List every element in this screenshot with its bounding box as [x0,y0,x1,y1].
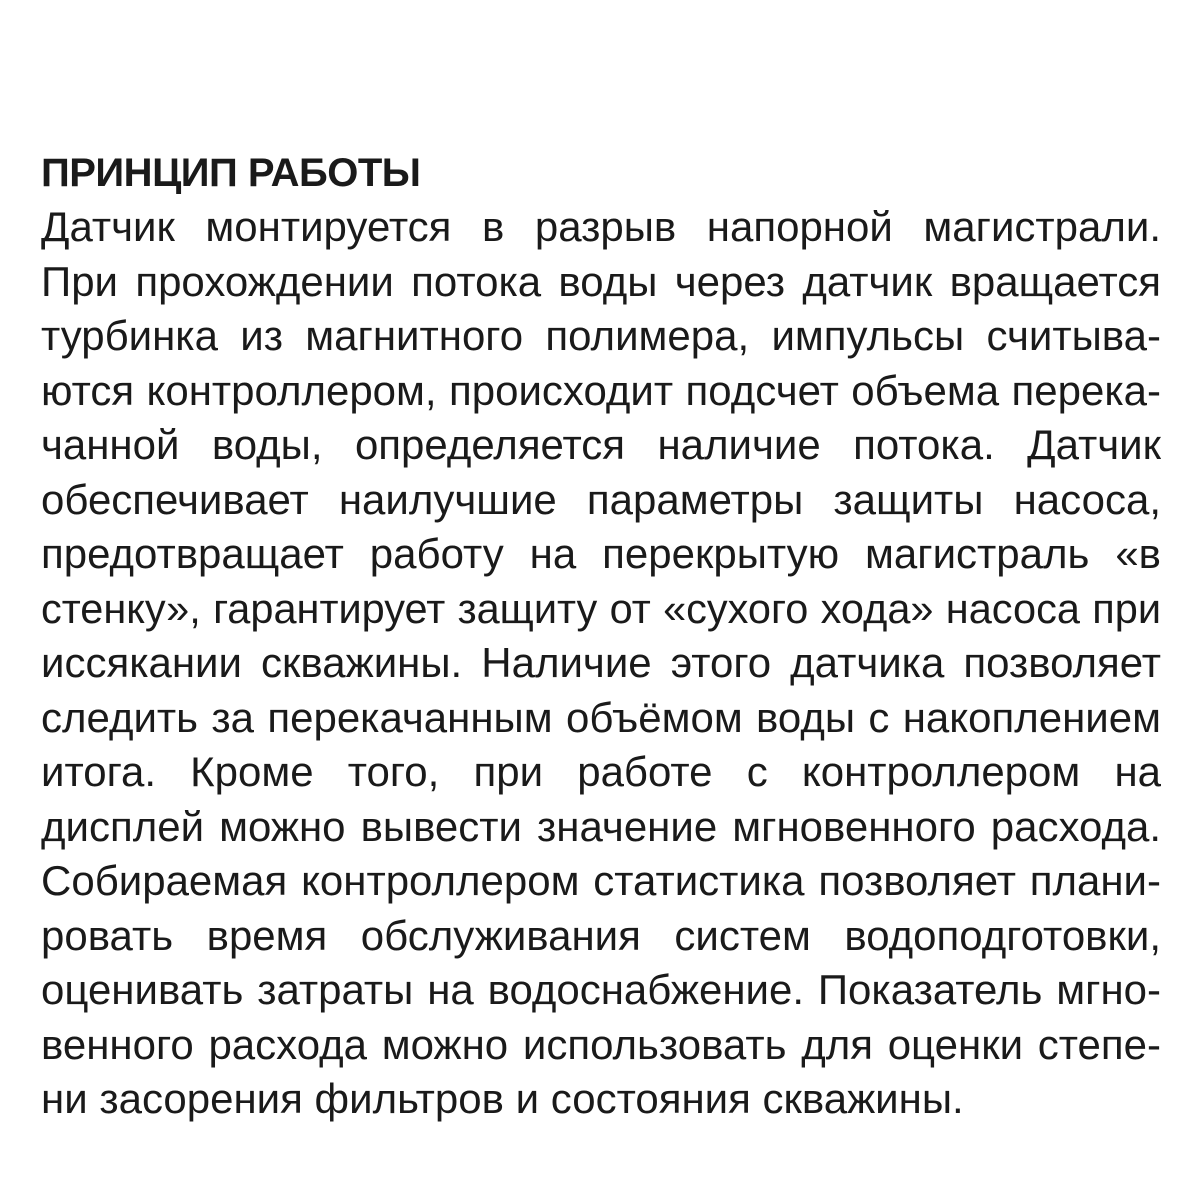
text-line: ются контроллером, происходит подсчет объема перека- [41,366,1161,414]
text-line: оценивать затраты на водоснабжение. Показатель мгно- [41,966,1161,1013]
text-line: венного расхода можно использовать для оценки степе- [41,1020,1161,1068]
text-line: Датчик монтируется в разрыв напорной магистрали. [41,203,1161,250]
body-paragraph [41,200,1161,1127]
text-line: При прохождении потока воды через датчик вращается [41,257,1161,305]
text-line: чанной воды, определяется наличие потока. Датчик [41,421,1161,468]
document [41,146,1161,1127]
text-line: ни засорения фильтров и состояния скважины. [41,1075,964,1122]
text-line: турбинка из магнитного полимера, импульсы считыва- [41,312,1161,359]
text-line: обеспечивает наилучшие параметры защиты насоса, [41,475,1161,523]
section-heading: ПРИНЦИП РАБОТЫ [41,151,421,195]
text-line: стенку», гарантирует защиту от «сухого хода» насоса при [41,584,1161,632]
text-line: следить за перекачанным объёмом воды с накоплением [41,693,1161,741]
text-line: иссякании скважины. Наличие этого датчика позволяет [41,639,1161,686]
text-line: итога. Кроме того, при работе с контроллером на [41,748,1161,795]
text-line: ровать время обслуживания систем водоподготовки, [41,911,1161,959]
text-line: предотвращает работу на перекрытую магистраль «в [41,530,1161,577]
text-line: дисплей можно вывести значение мгновенного расхода. [41,802,1161,850]
text-line: Собираемая контроллером статистика позволяет плани- [41,857,1161,904]
